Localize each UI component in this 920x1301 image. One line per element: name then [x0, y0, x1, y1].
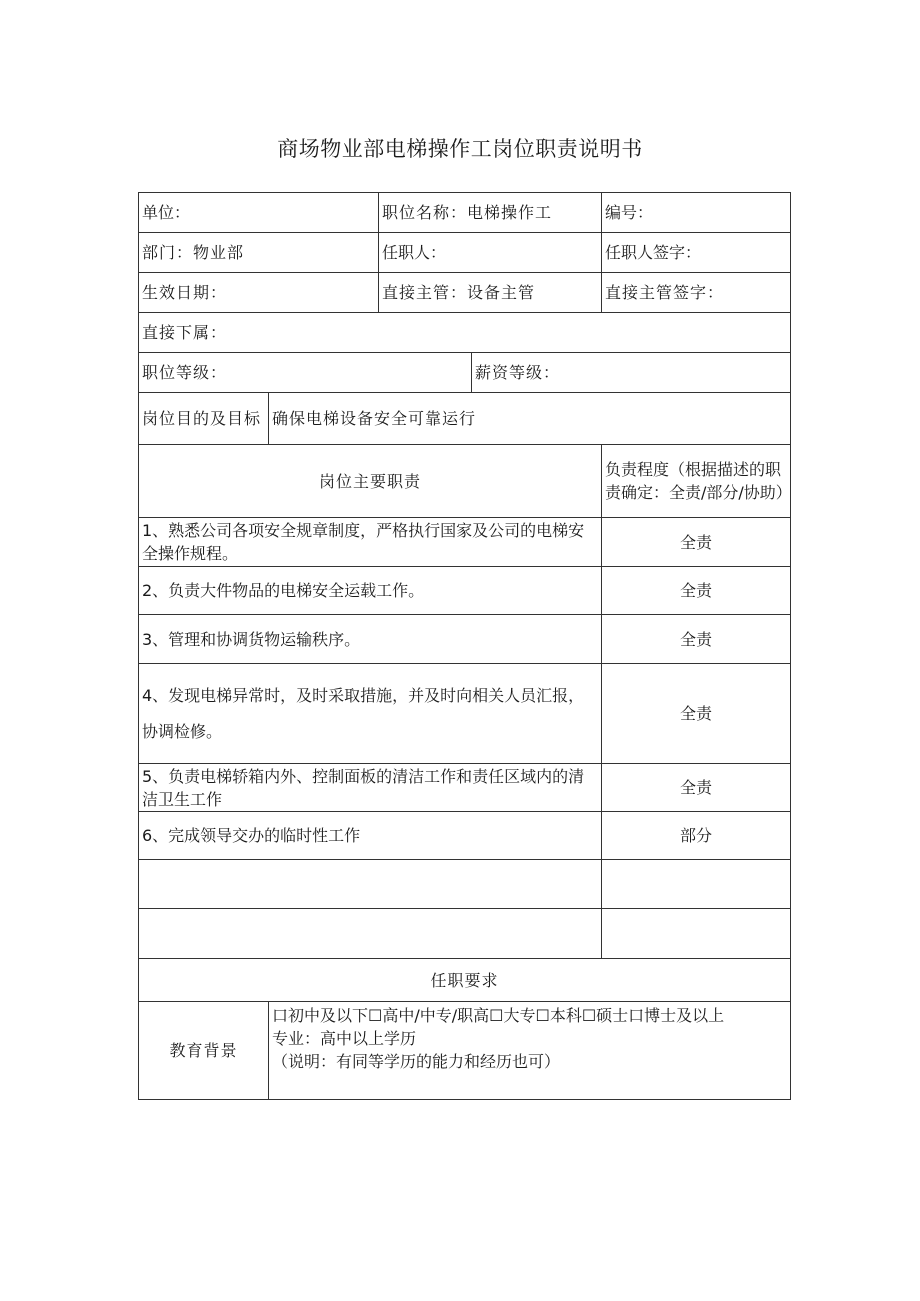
duty-row — [138, 518, 791, 567]
duty-text: 3、管理和协调货物运输秩序。 — [139, 615, 602, 663]
education-label: 教育背景 — [139, 1002, 269, 1099]
unit-cell: 单位： — [139, 193, 379, 232]
table-row — [138, 313, 791, 353]
table-row — [138, 393, 791, 445]
duty-row — [138, 812, 791, 860]
duties-header-main: 岗位主要职责 — [139, 445, 602, 517]
duty-text: 5、负责电梯轿箱内外、控制面板的清洁工作和责任区域内的清洁卫生工作 — [139, 764, 602, 811]
table-row — [138, 233, 791, 273]
department-cell: 部门：物业部 — [139, 233, 379, 272]
empty-duty-row — [138, 909, 791, 959]
salary-level-cell: 薪资等级： — [475, 363, 561, 382]
subordinates-cell: 直接下属： — [142, 323, 228, 342]
table-row — [138, 353, 791, 393]
empty-duty-row — [138, 860, 791, 909]
empty-cell — [139, 909, 602, 958]
duty-degree: 全责 — [679, 532, 712, 552]
duty-degree: 全责 — [679, 581, 712, 600]
duty-row — [138, 764, 791, 812]
document-title: 商场物业部电梯操作工岗位职责说明书 — [277, 137, 643, 161]
duty-degree: 全责 — [679, 704, 712, 723]
duty-text: 6、完成领导交办的临时性工作 — [139, 812, 602, 859]
empty-cell — [139, 860, 602, 908]
duty-row — [138, 567, 791, 615]
duties-header-degree: 负责程度（根据描述的职责确定：全责/部分/协助） — [605, 460, 792, 502]
duty-row — [138, 664, 791, 764]
purpose-label-cell: 岗位目的及目标 — [139, 393, 269, 444]
education-note: （说明：有同等学历的能力和经历也可） — [272, 1052, 561, 1071]
duty-text: 4、发现电梯异常时，及时采取措施，并及时向相关人员汇报，协调检修。 — [139, 664, 602, 763]
requirements-header: 任职要求 — [430, 970, 499, 990]
holder-signature-cell: 任职人签字： — [605, 243, 702, 262]
education-options: 口初中及以下☐高中/中专/职高☐大专☐本科☐硕士口博士及以上 — [272, 1006, 725, 1025]
purpose-value-cell: 确保电梯设备安全可靠运行 — [272, 409, 477, 428]
requirements-header-row — [138, 959, 791, 1002]
duties-header-row — [138, 445, 791, 518]
education-details — [269, 1002, 790, 1099]
duty-row — [138, 615, 791, 664]
empty-cell — [602, 860, 790, 908]
education-row — [138, 1002, 791, 1100]
education-major-line — [272, 1027, 787, 1073]
duty-degree: 全责 — [679, 778, 712, 797]
duty-text: 2、负责大件物品的电梯安全运载工作。 — [139, 567, 602, 614]
supervisor-signature-cell: 直接主管签字： — [605, 283, 725, 302]
table-row — [138, 273, 791, 313]
job-description-table — [138, 192, 791, 1100]
duty-text: 1、熟悉公司各项安全规章制度，严格执行国家及公司的电梯安全操作规程。 — [139, 518, 602, 566]
education-major: 专业：高中以上学历 — [272, 1029, 417, 1048]
table-row — [138, 192, 791, 233]
duty-degree: 部分 — [679, 826, 712, 845]
empty-cell — [602, 909, 790, 958]
effective-date-cell: 生效日期： — [139, 273, 379, 312]
holder-cell: 任职人： — [379, 233, 602, 272]
position-level-cell: 职位等级： — [139, 353, 472, 392]
position-name-cell: 职位名称：电梯操作工 — [379, 193, 602, 232]
number-cell: 编号： — [605, 203, 654, 222]
supervisor-cell: 直接主管：设备主管 — [379, 273, 602, 312]
duty-degree: 全责 — [679, 629, 712, 649]
